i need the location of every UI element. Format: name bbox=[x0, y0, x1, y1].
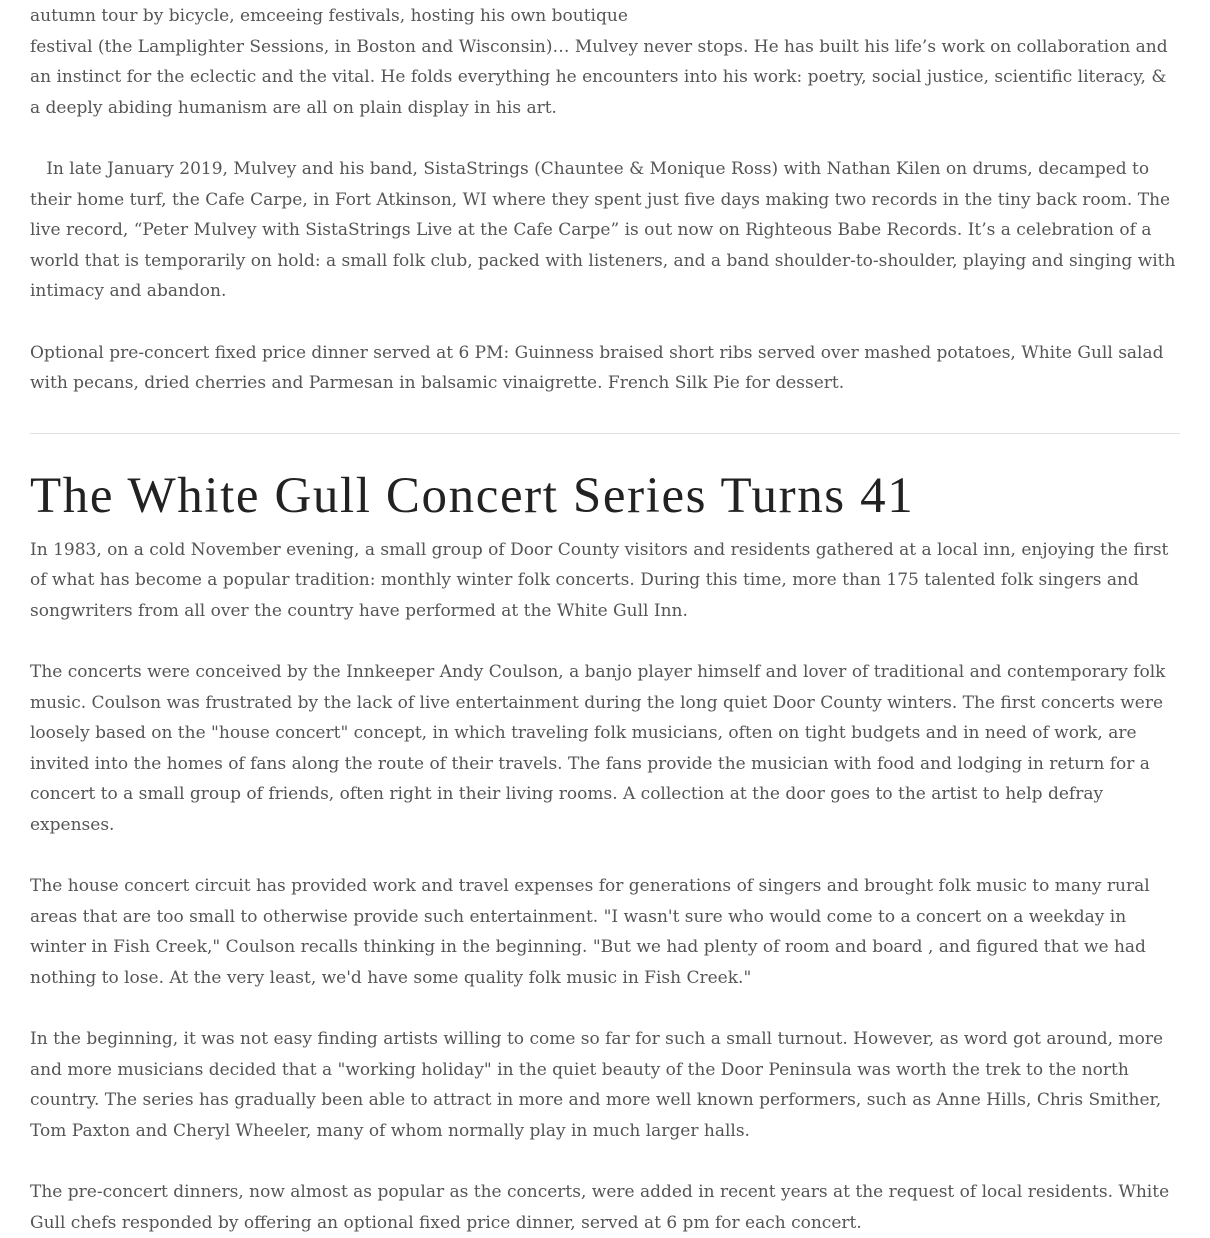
article-body bbox=[30, 535, 1180, 1238]
intro-paragraph-continuation: festival (the Lamplighter Sessions, in Boston and Wisconsin)… Mulvey never stops. He has built his life’s work on collaboration and an instinct for the eclectic and the vital. He folds everything he encounters into his work: poetry, social justice, scientific literacy, & a deeply abiding humanism are all on plain display in his art. bbox=[30, 36, 1168, 118]
article-paragraph: The pre-concert dinners, now almost as popular as the concerts, were added in recent years at the request of local residents. White Gull chefs responded by offering an optional fixed price dinner, served at 6 pm for each concert. bbox=[30, 1182, 1170, 1233]
article-paragraph: In the beginning, it was not easy finding artists willing to come so far for such a small turnout. However, as word got around, more and more musicians decided that a "working holiday" in the quiet beauty of the Door Peninsula was worth the trek to the north country. The series has gradually been able to attract in more and more well known performers, such as Anne Hills, Chris Smither, Tom Paxton and Cheryl Wheeler, many of whom normally play in much larger halls. bbox=[30, 1029, 1164, 1141]
article-paragraph: The house concert circuit has provided work and travel expenses for generations of singers and brought folk music to many rural areas that are too small to otherwise provide such entertainment. "I wasn't sure who would come to a concert on a weekday in winter in Fish Creek," Coulson recalls thinking in the beginning. "But we had plenty of room and board , and figured that we had nothing to lose. At the very least, we'd have some quality folk music in Fish Creek." bbox=[30, 876, 1150, 989]
intro-first-line: autumn tour by bicycle, emceeing festivals, hosting his own boutique bbox=[30, 6, 628, 26]
dinner-note: Optional pre-concert fixed price dinner served at 6 PM: Guinness braised short ribs served over mashed potatoes, White Gull salad with pecans, dried cherries and Parmesan in balsamic vinaigrette. French Silk Pie for dessert. bbox=[30, 342, 1164, 394]
page-content bbox=[30, 0, 1180, 1238]
intro-section bbox=[30, 1, 1180, 399]
article-paragraph: In 1983, on a cold November evening, a small group of Door County visitors and residents gathered at a local inn, enjoying the first of what has become a popular tradition: monthly winter folk concerts. During this time, more than 175 talented folk singers and songwriters from all over the country have performed at the White Gull Inn. bbox=[30, 539, 1169, 621]
intro-paragraph-recording: In late January 2019, Mulvey and his band, SistaStrings (Chauntee & Monique Ross) with Nathan Kilen on drums, decamped to their home turf, the Cafe Carpe, in Fort Atkinson, WI where they spent just five days making two records in the tiny back room. The live record, “Peter Mulvey with SistaStrings Live at the Cafe Carpe” is out now on Righteous Babe Records. It’s a celebration of a world that is temporarily on hold: a small folk club, packed with listeners, and a band shoulder-to-shoulder, playing and singing with intimacy and abandon. bbox=[30, 158, 1181, 302]
article-title: The White Gull Concert Series Turns 41 bbox=[30, 467, 915, 524]
article-paragraph: The concerts were conceived by the Innkeeper Andy Coulson, a banjo player himself and lover of traditional and contemporary folk music. Coulson was frustrated by the lack of live entertainment during the long quiet Door County winters. The first concerts were loosely based on the "house concert" concept, in which traveling folk musicians, often on tight budgets and in need of work, are invited into the homes of fans along the route of their travels. The fans provide the musician with food and lodging in return for a concert to a small group of friends, often right in their living rooms. A collection at the door goes to the artist to help defray expenses. bbox=[30, 662, 1166, 836]
